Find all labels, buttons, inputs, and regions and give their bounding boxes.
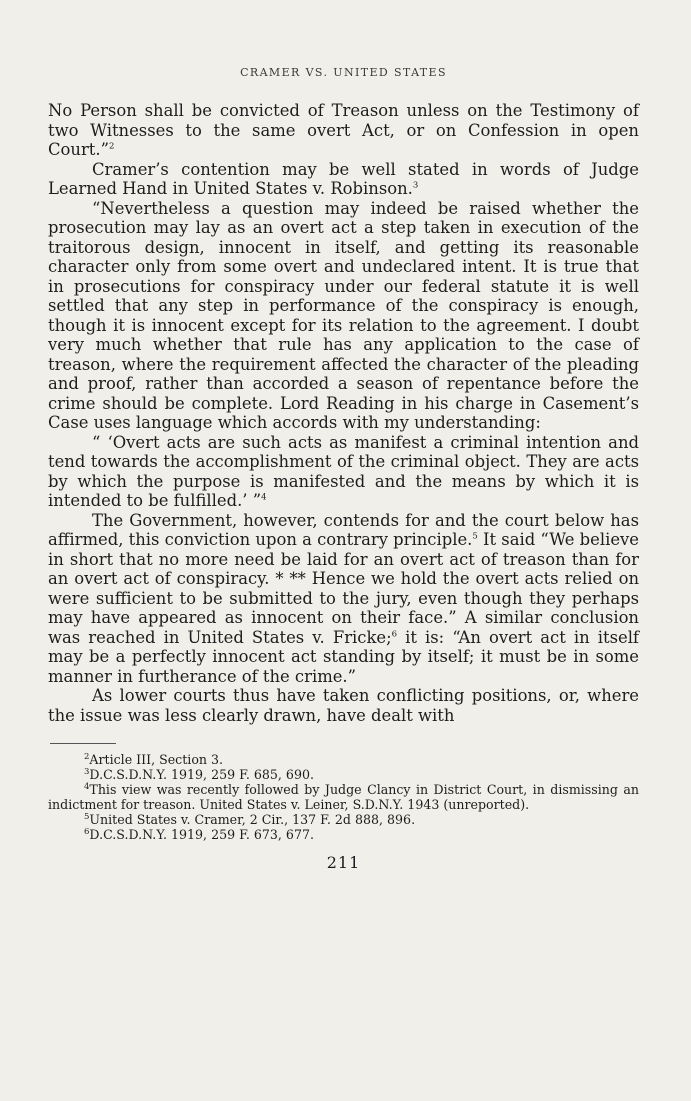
footnote-3: $^3$D.C.S.D.N.Y. 1919, 259 F. 685, 690. bbox=[84, 766, 314, 782]
footnote-ref-6: 6 bbox=[391, 629, 398, 640]
footnote-ref-3: 3 bbox=[412, 180, 419, 191]
footnote-2: $^2$Article III, Section 3. bbox=[84, 751, 224, 767]
body-text bbox=[48, 101, 639, 725]
footnote-6: $^6$D.C.S.D.N.Y. 1919, 259 F. 673, 677. bbox=[84, 826, 314, 842]
paragraph-1: No Person shall be convicted of Treason unless on the Testimony of two Witnesses to the same overt Act, or on Confession in open Court.”$^2$ bbox=[48, 101, 639, 159]
footnote-ref-2: 2 bbox=[108, 141, 115, 152]
footnote-5: $^5$United States v. Cramer, 2 Cir., 137 F. 2d 888, 896. bbox=[84, 811, 416, 827]
page-number: 211 bbox=[326, 853, 361, 872]
paragraph-3: “Nevertheless a question may indeed be raised whether the prosecution may lay as an overt act a step taken in execution of the traitorous design, innocent in itself, and getting its reasonable character only from some overt and undeclared intent. It is true that in prosecutions for conspiracy under our federal statute it is well settled that any step in performance of the conspiracy is enough, though it is innocent except for its relation to the agreement. I doubt very much whether that rule has any application to the case of treason, where the requirement affected the character of the pleading and proof, rather than accorded a season of repentance before the crime should be complete. Lord Reading in his charge in Casement’s Case uses language which accords with my understanding: bbox=[48, 198, 639, 432]
running-head: CRAMER VS. UNITED STATES bbox=[240, 66, 447, 79]
footnote-4: $^4$This view was recently followed by Judge Clancy in District Court, in dismissing an indictment for treason. United States v. Leiner, S.D.N.Y. 1943 (unreported). bbox=[48, 781, 639, 812]
paragraph-5: The Government, however, contends for and the court below has affirmed, this conviction upon a contrary principle.$^5$ It said “We believe in short that no more need be laid for an overt act of treason than for an overt act of conspiracy. * ** Hence we hold the overt acts relied on were sufficient to be submitted to the jury, even though they perhaps may have appeared as innocent on their face.” A similar conclusion was reached in United States v. Fricke;$^6$ it is: “An overt act in itself may be a perfectly innocent act standing by itself; it must be in some manner in furtherance of the crime.” bbox=[48, 510, 639, 686]
footnote-divider bbox=[50, 743, 116, 744]
footnote-ref-4: 4 bbox=[261, 492, 267, 503]
paragraph-6: As lower courts thus have taken conflicting positions, or, where the issue was less clearly drawn, have dealt with bbox=[48, 686, 639, 725]
footnote-ref-5: 5 bbox=[472, 531, 478, 542]
footnotes bbox=[48, 752, 639, 842]
paragraph-4: “ ‘Overt acts are such acts as manifest a criminal intention and tend towards the accomplishment of the criminal object. They are acts by which the purpose is manifested and the means by which it is intended to be fulfilled.’ ”$^4$ bbox=[48, 432, 639, 510]
paragraph-2: Cramer’s contention may be well stated in words of Judge Learned Hand in United States v. Robinson.$^3$ bbox=[48, 159, 639, 198]
